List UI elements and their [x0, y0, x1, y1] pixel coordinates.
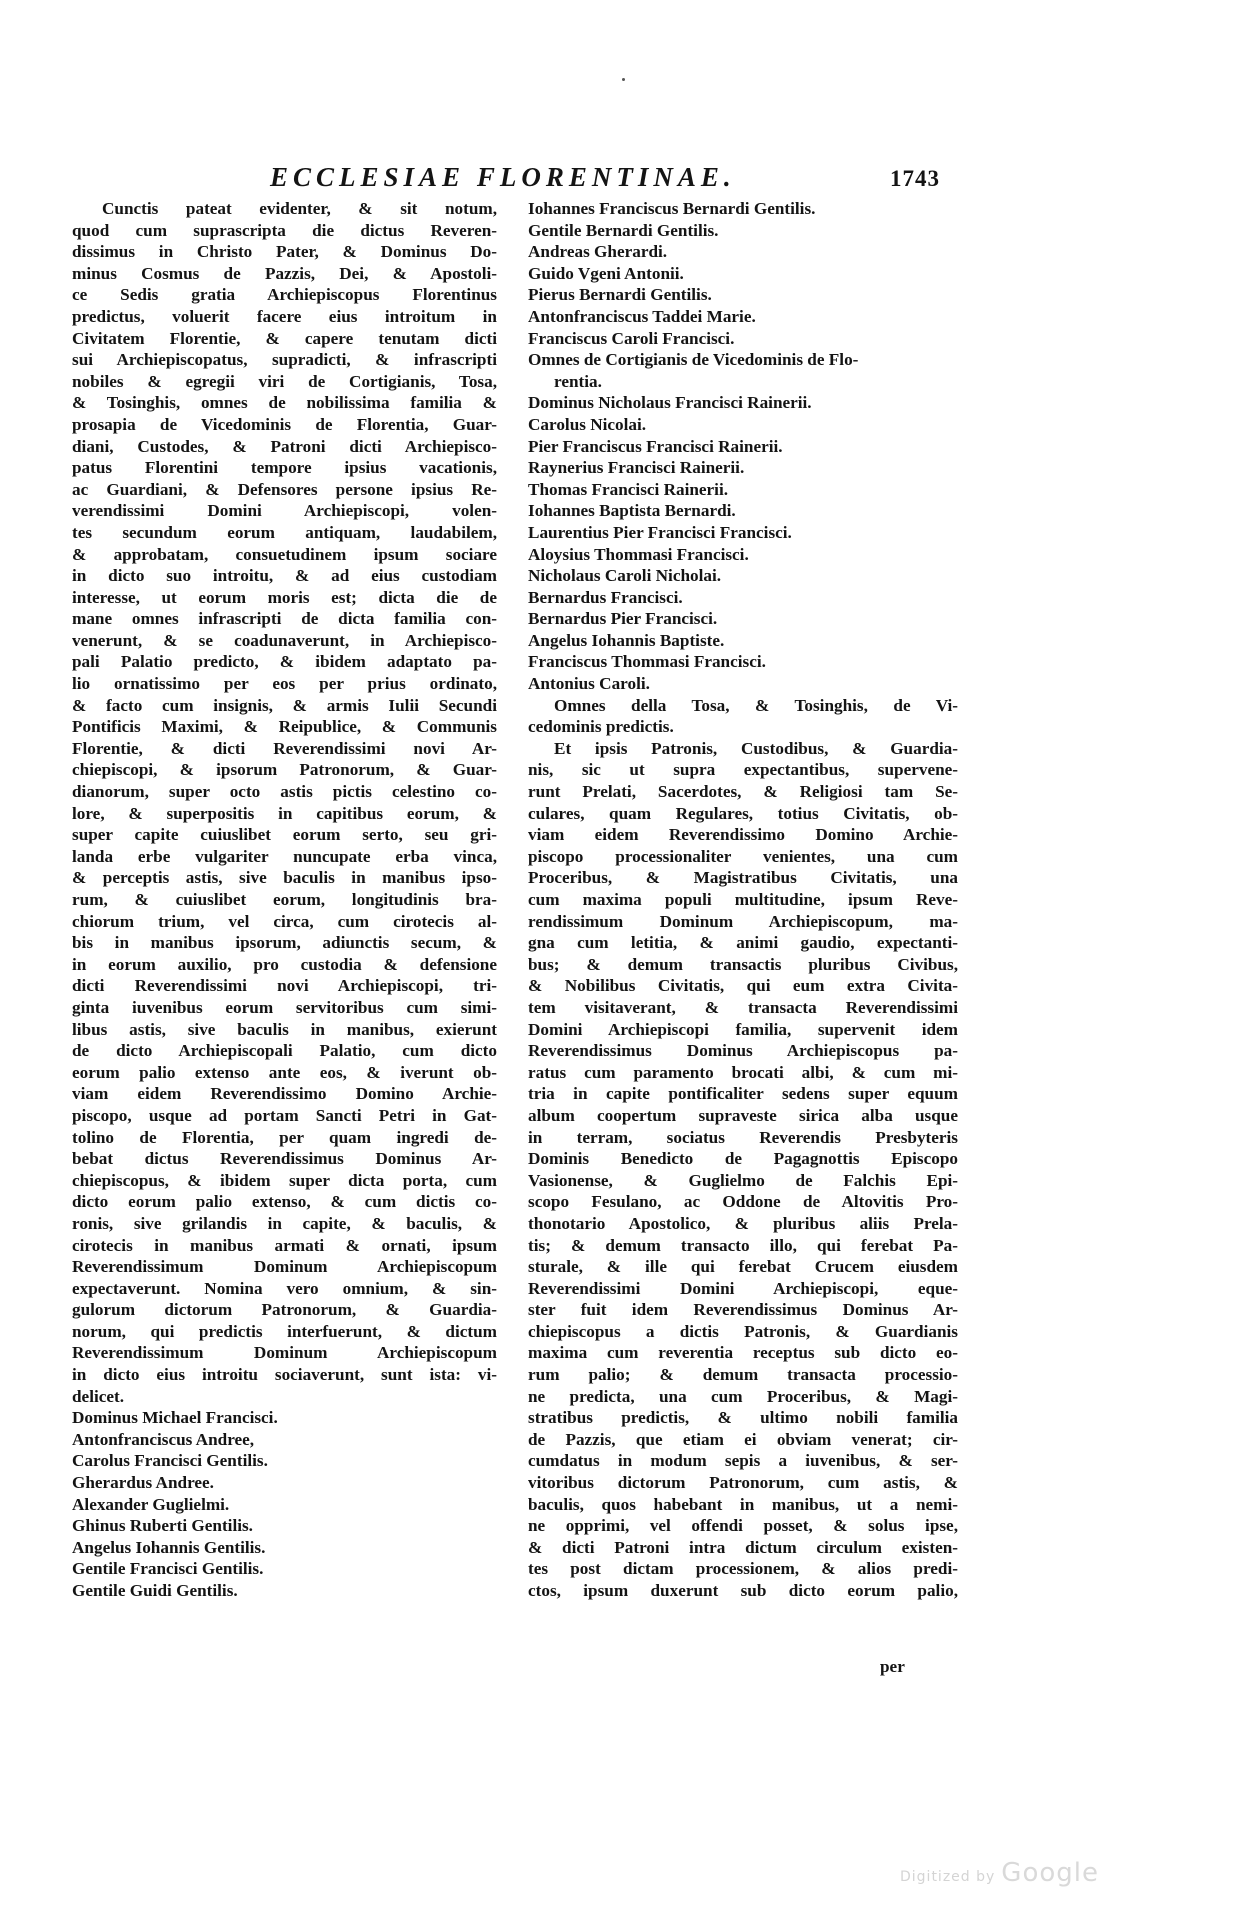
name-entry: Angelus Iohannis Baptiste.	[528, 630, 725, 650]
text-line: cirotecis in manibus armati & ornati, ipsum	[72, 1235, 497, 1255]
name-entry: Gentile Guidi Gentilis.	[72, 1581, 238, 1600]
text-line: ctos, ipsum duxerunt sub dicto eorum palio,	[528, 1581, 958, 1600]
text-line: nobiles & egregii viri de Cortigianis, Tosa,	[72, 371, 497, 391]
text-line: Florentie, & dicti Reverendissimi novi Ar-	[72, 738, 497, 758]
text-line: in eorum auxilio, pro custodia & defensione	[72, 954, 497, 974]
text-line: & Nobilibus Civitatis, qui eum extra Civita-	[528, 976, 958, 996]
text-line: Reverendissimi Domini Archiepiscopi, eque-	[528, 1278, 958, 1298]
text-line: landa erbe vulgariter nuncupate erba vinca,	[72, 846, 497, 866]
text-line: lio ornatissimo per eos per prius ordinato,	[72, 674, 497, 694]
name-entry: Bernardus Pier Francisci.	[528, 609, 718, 629]
text-line: libus astis, sive baculis in manibus, exierunt	[72, 1019, 497, 1039]
catchword: per	[880, 1657, 905, 1676]
name-entry: Gentile Francisci Gentilis.	[72, 1559, 264, 1579]
text-line: venerunt, & se coadunaverunt, in Archiepisco-	[72, 630, 497, 650]
text-line: pali Palatio predicto, & ibidem adaptato pa-	[72, 652, 497, 672]
text-line: chiepiscopus a dictis Patronis, & Guardianis	[528, 1321, 958, 1341]
name-entry: Nicholaus Caroli Nicholai.	[528, 566, 722, 586]
name-entry: Raynerius Francisci Rainerii.	[528, 458, 745, 478]
name-entry: Carolus Francisci Gentilis.	[72, 1451, 268, 1471]
text-line: super capite cuiuslibet eorum serto, seu gri-	[72, 825, 497, 845]
text-line: ne predicta, una cum Proceribus, & Magi-	[528, 1386, 958, 1406]
text-line: ratus cum paramento brocati albi, & cum mi-	[528, 1062, 958, 1082]
text-line: Dominis Benedicto de Pagagnottis Episcopo	[528, 1149, 958, 1169]
text-line: interesse, ut eorum moris est; dicta die de	[72, 587, 497, 607]
text-line: vitoribus dictorum Patronorum, cum astis, &	[528, 1473, 958, 1493]
text-line: bus; & demum transactis pluribus Civibus,	[528, 954, 958, 974]
text-line: delicet.	[72, 1386, 125, 1406]
text-line: tem visitaverant, & transacta Reverendissimi	[528, 997, 958, 1017]
name-entry: rentia.	[554, 371, 602, 391]
name-entry: Ghinus Ruberti Gentilis.	[72, 1516, 253, 1536]
name-entry: Franciscus Caroli Francisci.	[528, 328, 735, 348]
left-column	[72, 198, 497, 1602]
right-column	[528, 198, 958, 1602]
name-entry: Gentile Bernardi Gentilis.	[528, 220, 719, 240]
text-line: cum maxima populi multitudine, ipsum Reve-	[528, 890, 958, 909]
name-entry: Alexander Guglielmi.	[72, 1494, 230, 1514]
text-line: stratibus predictis, & ultimo nobili familia	[528, 1408, 958, 1428]
text-line: piscopo, usque ad portam Sancti Petri in Gat-	[72, 1105, 497, 1125]
text-line: in dicto suo introitu, & ad eius custodiam	[72, 566, 497, 586]
name-entry: Pier Franciscus Francisci Rainerii.	[528, 436, 783, 456]
text-line: chiepiscopi, & ipsorum Patronorum, & Guar-	[72, 760, 497, 780]
name-entry: Dominus Nicholaus Francisci Rainerii.	[528, 393, 812, 413]
text-line: tria in capite pontificaliter sedens super equum	[528, 1084, 958, 1104]
text-line: Vasionense, & Guglielmo de Falchis Epi-	[528, 1170, 958, 1190]
text-line: tolino de Florentia, per quam ingredi de-	[72, 1127, 497, 1147]
text-line: Pontificis Maximi, & Reipublice, & Communis	[72, 717, 497, 737]
name-entry: Antonfranciscus Andree,	[72, 1429, 255, 1449]
text-line: Proceribus, & Magistratibus Civitatis, una	[528, 868, 958, 888]
name-entry: Angelus Iohannis Gentilis.	[72, 1537, 266, 1557]
name-entry: Franciscus Thommasi Francisci.	[528, 652, 766, 672]
text-line: cedominis predictis.	[528, 717, 674, 737]
text-line: expectaverunt. Nomina vero omnium, & sin-	[72, 1278, 497, 1298]
name-entry: Omnes de Cortigianis de Vicedominis de Flo-	[528, 350, 859, 370]
text-line: thonotario Apostolico, & pluribus aliis Prela-	[528, 1213, 958, 1233]
text-line: scopo Fesulano, ac Oddone de Altovitis Pro-	[528, 1192, 958, 1212]
text-line: viam eidem Reverendissimo Domino Archie-	[528, 825, 958, 845]
name-entry: Dominus Michael Francisci.	[72, 1408, 278, 1428]
text-line: chiepiscopus, & ibidem super dicta porta, cum	[72, 1170, 497, 1190]
text-line: tis; & demum transacto illo, qui ferebat Pa-	[528, 1235, 958, 1255]
text-line: ac Guardiani, & Defensores persone ipsius Re-	[72, 479, 497, 499]
name-entry: Thomas Francisci Rainerii.	[528, 479, 729, 499]
text-line: in terram, sociatus Reverendis Presbyteris	[528, 1127, 958, 1147]
text-line: de dicto Archiepiscopali Palatio, cum dicto	[72, 1041, 497, 1061]
name-entry: Guido Vgeni Antonii.	[528, 263, 684, 283]
text-line: verendissimi Domini Archiepiscopi, volen-	[72, 501, 497, 521]
text-line: ronis, sive grilandis in capite, & baculis, &	[72, 1213, 497, 1233]
text-line: norum, qui predictis interfuerunt, & dictum	[72, 1321, 497, 1341]
page-header	[270, 158, 940, 198]
text-line: piscopo processionaliter venientes, una cum	[528, 846, 958, 866]
text-line: ne opprimi, vel offendi posset, & solus ipse,	[528, 1516, 958, 1536]
name-entry: Carolus Nicolai.	[528, 414, 647, 434]
text-line: mane omnes infrascripti de dicta familia con-	[72, 609, 497, 629]
text-line: predictus, voluerit facere eius introitum in	[72, 306, 497, 326]
text-line: quod cum suprascripta die dictus Reveren-	[72, 220, 497, 240]
text-line: gulorum dictorum Patronorum, & Guardia-	[72, 1300, 497, 1320]
text-line: bis in manibus ipsorum, adiunctis secum, &	[72, 933, 497, 953]
text-line: bebat dictus Reverendissimus Dominus Ar-	[72, 1149, 497, 1169]
text-line: patus Florentini tempore ipsius vacationis,	[72, 458, 497, 478]
text-line: prosapia de Vicedominis de Florentia, Guar-	[72, 414, 497, 434]
text-line: gna cum letitia, & animi gaudio, expectanti-	[528, 933, 958, 953]
text-line: Omnes della Tosa, & Tosinghis, de Vi-	[554, 695, 958, 715]
name-entry: Iohannes Baptista Bernardi.	[528, 501, 736, 521]
name-entry: Bernardus Francisci.	[528, 587, 683, 607]
name-entry: Antonius Caroli.	[528, 674, 650, 694]
text-line: Et ipsis Patronis, Custodibus, & Guardia-	[554, 738, 958, 758]
text-line: ce Sedis gratia Archiepiscopus Florentinus	[72, 285, 497, 305]
text-line: viam eidem Reverendissimo Domino Archie-	[72, 1084, 497, 1104]
text-line: & approbatam, consuetudinem ipsum sociare	[72, 544, 497, 564]
name-entry: Laurentius Pier Francisci Francisci.	[528, 522, 792, 542]
text-line: dicto eorum palio extenso, & cum dictis co-	[72, 1192, 497, 1212]
ink-speck	[622, 78, 625, 81]
digitized-watermark	[900, 1858, 1099, 1888]
text-line: Reverendissimus Dominus Archiepiscopus pa-	[528, 1041, 958, 1061]
text-line: minus Cosmus de Pazzis, Dei, & Apostoli-	[72, 263, 497, 283]
text-line: rum palio; & demum transacta processio-	[528, 1365, 958, 1385]
text-line: de Pazzis, que etiam ei obviam venerat; cir-	[528, 1429, 958, 1449]
name-entry: Andreas Gherardi.	[528, 242, 668, 262]
google-logo-text: Google	[1001, 1858, 1099, 1888]
running-head: ECCLESIAE FLORENTINAE.	[270, 162, 736, 192]
text-line: chiorum trium, vel circa, cum cirotecis al-	[72, 911, 497, 931]
text-line: diani, Custodes, & Patroni dicti Archiepisco-	[72, 436, 497, 456]
text-line: dianorum, super octo astis pictis celestino co-	[72, 782, 497, 802]
page-number: 1743	[890, 166, 940, 191]
text-line: Reverendissimum Dominum Archiepiscopum	[72, 1257, 497, 1277]
text-line: & perceptis astis, sive baculis in manibus ipso-	[72, 868, 497, 888]
text-line: tes secundum eorum antiquam, laudabilem,	[72, 522, 497, 542]
text-line: lore, & superpositis in capitibus eorum, &	[72, 803, 497, 823]
text-line: nis, sic ut supra expectantibus, supervene-	[528, 760, 958, 780]
text-line: Domini Archiepiscopi familia, supervenit idem	[528, 1019, 958, 1039]
text-line: album coopertum supraveste sirica alba usque	[528, 1105, 958, 1125]
text-line: culares, quam Regulares, totius Civitatis, ob-	[528, 803, 958, 823]
text-line: Cunctis pateat evidenter, & sit notum,	[102, 199, 497, 218]
text-line: & dicti Patroni intra dictum circulum existen-	[528, 1537, 958, 1557]
text-line: dissimus in Christo Pater, & Dominus Do-	[72, 242, 497, 262]
text-line: eorum palio extenso ante eos, & iverunt ob-	[72, 1062, 497, 1082]
text-line: Reverendissimum Dominum Archiepiscopum	[72, 1343, 497, 1363]
text-line: & facto cum insignis, & armis Iulii Secundi	[72, 695, 497, 715]
name-entry: Aloysius Thommasi Francisci.	[528, 544, 749, 564]
text-line: ginta iuvenibus eorum servitoribus cum simi-	[72, 997, 497, 1017]
text-line: in dicto eius introitu sociaverunt, sunt ista: vi-	[72, 1365, 497, 1385]
name-entry: Gherardus Andree.	[72, 1473, 214, 1493]
name-entry: Pierus Bernardi Gentilis.	[528, 285, 712, 305]
name-entry: Antonfranciscus Taddei Marie.	[528, 306, 756, 326]
text-line: baculis, quos habebant in manibus, ut a nemi-	[528, 1494, 958, 1514]
text-line: & Tosinghis, omnes de nobilissima familia &	[72, 393, 497, 413]
text-line: Civitatem Florentie, & capere tenutam dicti	[72, 328, 497, 348]
text-line: dicti Reverendissimi novi Archiepiscopi, tri-	[72, 976, 497, 996]
text-line: sui Archiepiscopatus, supradicti, & infrascripti	[72, 350, 497, 370]
text-line: runt Prelati, Sacerdotes, & Religiosi tam Se-	[528, 782, 958, 802]
text-line: rendissimum Dominum Archiepiscopum, ma-	[528, 911, 958, 931]
text-line: cumdatus in modum sepis a iuvenibus, & ser-	[528, 1451, 958, 1471]
text-line: maxima cum reverentia receptus sub dicto eo-	[528, 1343, 958, 1363]
text-line: rum, & cuiuslibet eorum, longitudinis bra-	[72, 890, 497, 909]
name-entry: Iohannes Franciscus Bernardi Gentilis.	[528, 199, 816, 218]
watermark-prefix: Digitized by	[900, 1869, 996, 1885]
text-line: tes post dictam processionem, & alios predi-	[528, 1559, 958, 1579]
text-line: sturale, & ille qui ferebat Crucem eiusdem	[528, 1257, 958, 1277]
text-line: ster fuit idem Reverendissimus Dominus Ar-	[528, 1300, 958, 1320]
